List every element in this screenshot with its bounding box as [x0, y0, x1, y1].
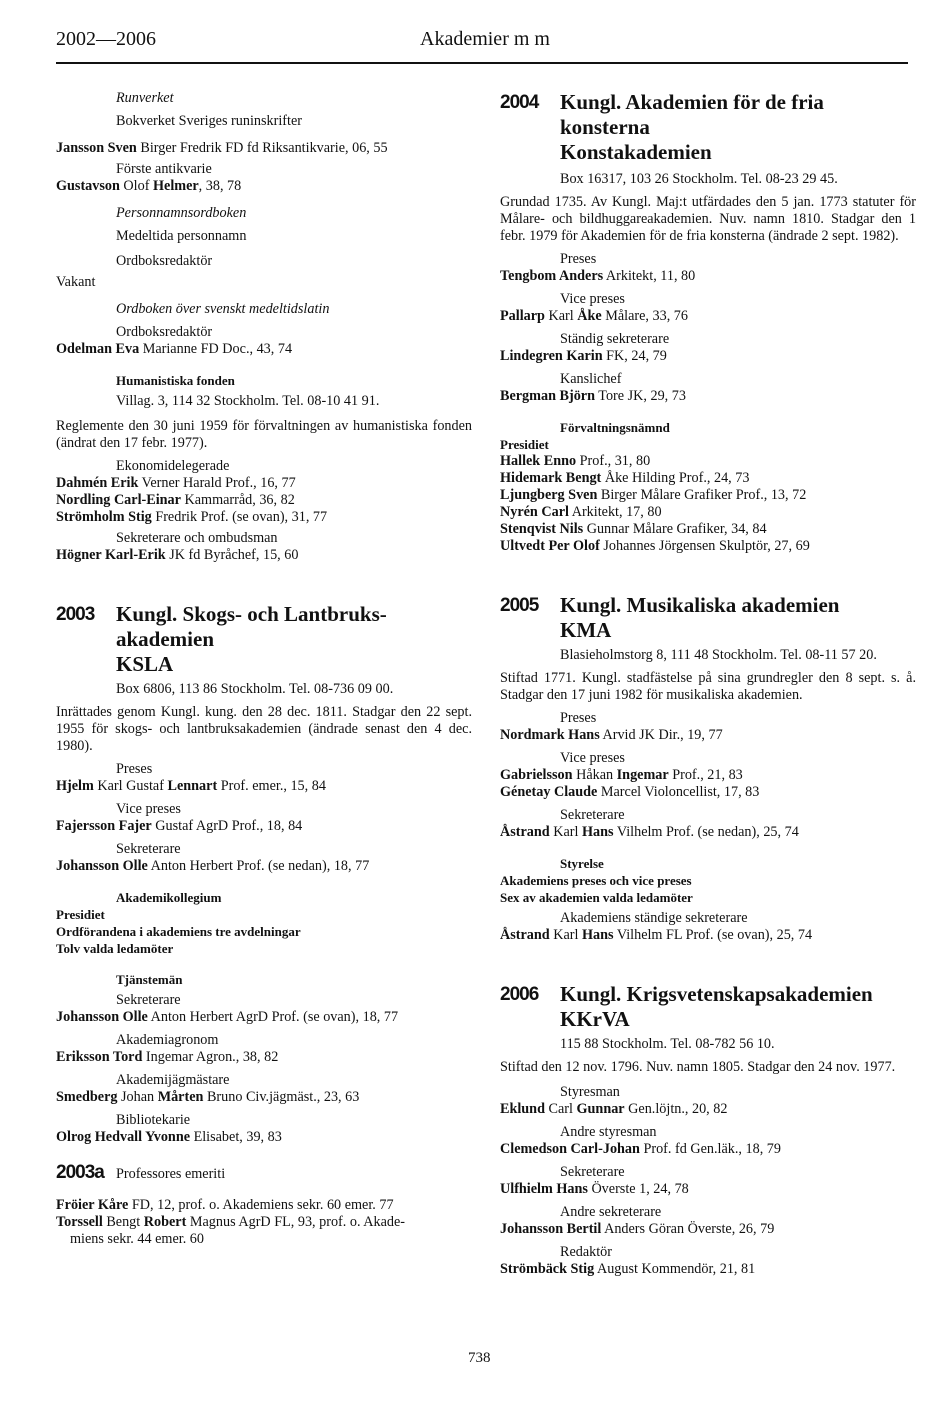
- person-entry: Olrog Hedvall Yvonne Elisabet, 39, 83: [56, 1129, 282, 1145]
- role-label: Förste antikvarie: [116, 161, 212, 177]
- section-title: Kungl. Skogs- och Lantbruks- akademien KSLA: [116, 602, 387, 676]
- person-entry: Clemedson Carl-Johan Prof. fd Gen.läk., 18, 79: [500, 1141, 781, 1157]
- subheading: Styrelse: [560, 856, 604, 871]
- person-entry: Odelman Eva Marianne FD Doc., 43, 74: [56, 341, 293, 357]
- role-label: Akademijägmästare: [116, 1072, 230, 1088]
- role-label: Vice preses: [116, 801, 181, 817]
- address: Box 16317, 103 26 Stockholm. Tel. 08-23 29 45.: [560, 171, 838, 187]
- person-entry: Gabrielsson Håkan Ingemar Prof., 21, 83: [500, 767, 743, 783]
- person-entry: Génetay Claude Marcel Violoncellist, 17, 83: [500, 784, 760, 800]
- humanistiska-block: [56, 372, 472, 564]
- subheading: Tjänstemän: [116, 972, 183, 987]
- subheading: Humanistiska fonden: [116, 373, 235, 388]
- role-label: Ekonomidelegerade: [116, 458, 230, 474]
- person-entry: Bergman Björn Tore JK, 29, 73: [500, 388, 686, 404]
- subheading: Personnamnsordboken: [116, 205, 247, 221]
- role-label: Preses: [116, 761, 153, 777]
- person-entry: Nyrén Carl Arkitekt, 17, 80: [500, 504, 662, 520]
- person-entry: Hidemark Bengt Åke Hilding Prof., 24, 73: [500, 470, 750, 486]
- role-label: Bibliotekarie: [116, 1112, 191, 1128]
- description: Stiftad 1771. Kungl. stadfästelse på sina grundregler den 8 sept. s. å. Stadgar den 17 juni 1982 för musikaliska akademien.: [500, 670, 916, 703]
- subline: Medeltida personnamn: [116, 228, 247, 244]
- description: Reglemente den 30 juni 1959 för förvaltningen av humanistiska fonden (ändrat den 17 febr. 1977).: [56, 418, 472, 451]
- description: Grundad 1735. Av Kungl. Maj:t utfärdades den 5 jan. 1773 statuter för Målare- och bildhuggareakademien. Nuv. namn 1810. Stadgar den 1 febr. 1979 för Akademien för de fria konsterna (ändrade 2 sept. 1982).: [500, 194, 916, 244]
- person-entry: Åstrand Karl Hans Vilhelm FL Prof. (se ovan), 25, 74: [500, 927, 813, 943]
- address: Blasieholmstorg 8, 111 48 Stockholm. Tel. 08-11 57 20.: [560, 647, 877, 663]
- person-entry: Smedberg Johan Mårten Bruno Civ.jägmäst., 23, 63: [56, 1089, 360, 1105]
- role-label: Sekreterare: [116, 841, 181, 857]
- person-entry: Eriksson Tord Ingemar Agron., 38, 82: [56, 1049, 279, 1065]
- person-entry: Johansson Olle Anton Herbert Prof. (se nedan), 18, 77: [56, 858, 370, 874]
- person-entry: Hallek Enno Prof., 31, 80: [500, 453, 651, 469]
- section-number: 2005: [500, 595, 539, 616]
- person-entry: Nordmark Hans Arvid JK Dir., 19, 77: [500, 727, 723, 743]
- left-column: [56, 90, 472, 1248]
- person-entry: Stenqvist Nils Gunnar Målare Grafiker, 34, 84: [500, 521, 767, 537]
- role-label: Preses: [560, 251, 597, 267]
- section-2006: [500, 982, 916, 1278]
- person-entry: Åstrand Karl Hans Vilhelm Prof. (se nedan), 25, 74: [500, 824, 799, 840]
- role-label: Redaktör: [560, 1244, 613, 1260]
- person-entry: Strömholm Stig Fredrik Prof. (se ovan), 31, 77: [56, 509, 328, 525]
- role-label: Akademiens ständige sekreterare: [560, 910, 748, 926]
- header-range: 2002—2006: [56, 28, 156, 50]
- right-column: [500, 90, 916, 1278]
- role-label: Vice preses: [560, 750, 625, 766]
- address: Box 6806, 113 86 Stockholm. Tel. 08-736 09 00.: [116, 681, 394, 697]
- role-label: Sekreterare och ombudsman: [116, 530, 278, 546]
- presidiet-label: Presidiet: [500, 437, 549, 452]
- section-title: Kungl. Musikaliska akademien KMA: [560, 593, 840, 642]
- person-entry: Ulfhielm Hans Överste 1, 24, 78: [500, 1181, 689, 1197]
- role-label: Andre sekreterare: [560, 1204, 662, 1220]
- vakant-entry: Vakant: [56, 274, 96, 290]
- person-entry: Fajersson Fajer Gustaf AgrD Prof., 18, 84: [56, 818, 303, 834]
- section-number: 2006: [500, 984, 539, 1005]
- subheading: Förvaltningsnämnd: [560, 420, 670, 435]
- section-2004: [500, 90, 916, 555]
- person-entry: Dahmén Erik Verner Harald Prof., 16, 77: [56, 475, 296, 491]
- person-entry: Nordling Carl-Einar Kammarråd, 36, 82: [56, 492, 295, 508]
- address: 115 88 Stockholm. Tel. 08-782 56 10.: [560, 1036, 775, 1052]
- board-member: Akademiens preses och vice preses: [500, 873, 692, 888]
- person-entry: Fröier Kåre FD, 12, prof. o. Akademiens sekr. 60 emer. 77: [56, 1197, 394, 1213]
- role-label: Kanslichef: [560, 371, 622, 387]
- person-entry: Lindegren Karin FK, 24, 79: [500, 348, 667, 364]
- section-title: Professores emeriti: [116, 1166, 226, 1182]
- collegium-member: Presidiet: [56, 907, 105, 922]
- role-label: Andre styresman: [560, 1124, 657, 1140]
- subheading: Akademikollegium: [116, 890, 222, 905]
- role-label: Preses: [560, 710, 597, 726]
- board-member: Sex av akademien valda ledamöter: [500, 890, 693, 905]
- runverket-block: [56, 90, 472, 358]
- person-entry: Johansson Olle Anton Herbert AgrD Prof. (se ovan), 18, 77: [56, 1009, 399, 1025]
- role-label: Ständig sekreterare: [560, 331, 670, 347]
- person-entry: Jansson Sven Birger Fredrik FD fd Riksantikvarie, 06, 55: [56, 140, 388, 156]
- section-title: Kungl. Akademien för de fria konsterna Konstakademien: [560, 90, 824, 164]
- section-2003a: [56, 1160, 472, 1248]
- collegium-member: Tolv valda ledamöter: [56, 941, 174, 956]
- person-entry: Hjelm Karl Gustaf Lennart Prof. emer., 15, 84: [56, 778, 326, 794]
- section-number: 2003: [56, 604, 95, 625]
- description: Inrättades genom Kungl. kung. den 28 dec. 1811. Stadgar den 22 sept. 1955 för skogs- och lantbruksakademien (ändrade senast den 4 dec. 1980).: [56, 704, 472, 754]
- runverket-heading: Runverket: [116, 90, 174, 106]
- role-label: Ordboksredaktör: [116, 324, 213, 340]
- person-entry: Ljungberg Sven Birger Målare Grafiker Prof., 13, 72: [500, 487, 807, 503]
- subheading: Ordboken över svenskt medeltidslatin: [116, 301, 330, 317]
- role-label: Sekreterare: [116, 992, 181, 1008]
- section-2003: [56, 602, 472, 1146]
- header-title: Akademier m m: [420, 28, 550, 50]
- person-entry: Högner Karl-Erik JK fd Byråchef, 15, 60: [56, 547, 299, 563]
- section-title: Kungl. Krigsvetenskapsakademien KKrVA: [560, 982, 873, 1031]
- page-header: [56, 24, 908, 64]
- role-label: Ordboksredaktör: [116, 253, 213, 269]
- person-entry: Strömbäck Stig August Kommendör, 21, 81: [500, 1261, 756, 1277]
- person-entry-continued: miens sekr. 44 emer. 60: [70, 1231, 204, 1247]
- collegium-member: Ordförandena i akademiens tre avdelningar: [56, 924, 301, 939]
- role-label: Akademiagronom: [116, 1032, 219, 1048]
- role-label: Vice preses: [560, 291, 625, 307]
- person-entry: Eklund Carl Gunnar Gen.löjtn., 20, 82: [500, 1101, 728, 1117]
- role-label: Styresman: [560, 1084, 620, 1100]
- section-2005: [500, 593, 916, 944]
- section-number: 2004: [500, 92, 539, 113]
- description: Stiftad den 12 nov. 1796. Nuv. namn 1805. Stadgar den 24 nov. 1977.: [500, 1059, 896, 1075]
- section-number: 2003a: [56, 1162, 104, 1183]
- person-entry: Ultvedt Per Olof Johannes Jörgensen Skulptör, 27, 69: [500, 538, 810, 554]
- person-entry: Torssell Bengt Robert Magnus AgrD FL, 93, prof. o. Akade-: [56, 1214, 406, 1230]
- person-entry: Tengbom Anders Arkitekt, 11, 80: [500, 268, 696, 284]
- page-number: 738: [468, 1350, 491, 1366]
- role-label: Sekreterare: [560, 1164, 625, 1180]
- address: Villag. 3, 114 32 Stockholm. Tel. 08-10 41 91.: [116, 393, 380, 409]
- person-entry: Pallarp Karl Åke Målare, 33, 76: [500, 308, 688, 324]
- role-label: Sekreterare: [560, 807, 625, 823]
- person-entry: Gustavson Olof Helmer, 38, 78: [56, 178, 242, 194]
- person-entry: Johansson Bertil Anders Göran Överste, 26, 79: [500, 1221, 775, 1237]
- header-rule: [56, 62, 908, 64]
- runverket-line: Bokverket Sveriges runinskrifter: [116, 113, 302, 129]
